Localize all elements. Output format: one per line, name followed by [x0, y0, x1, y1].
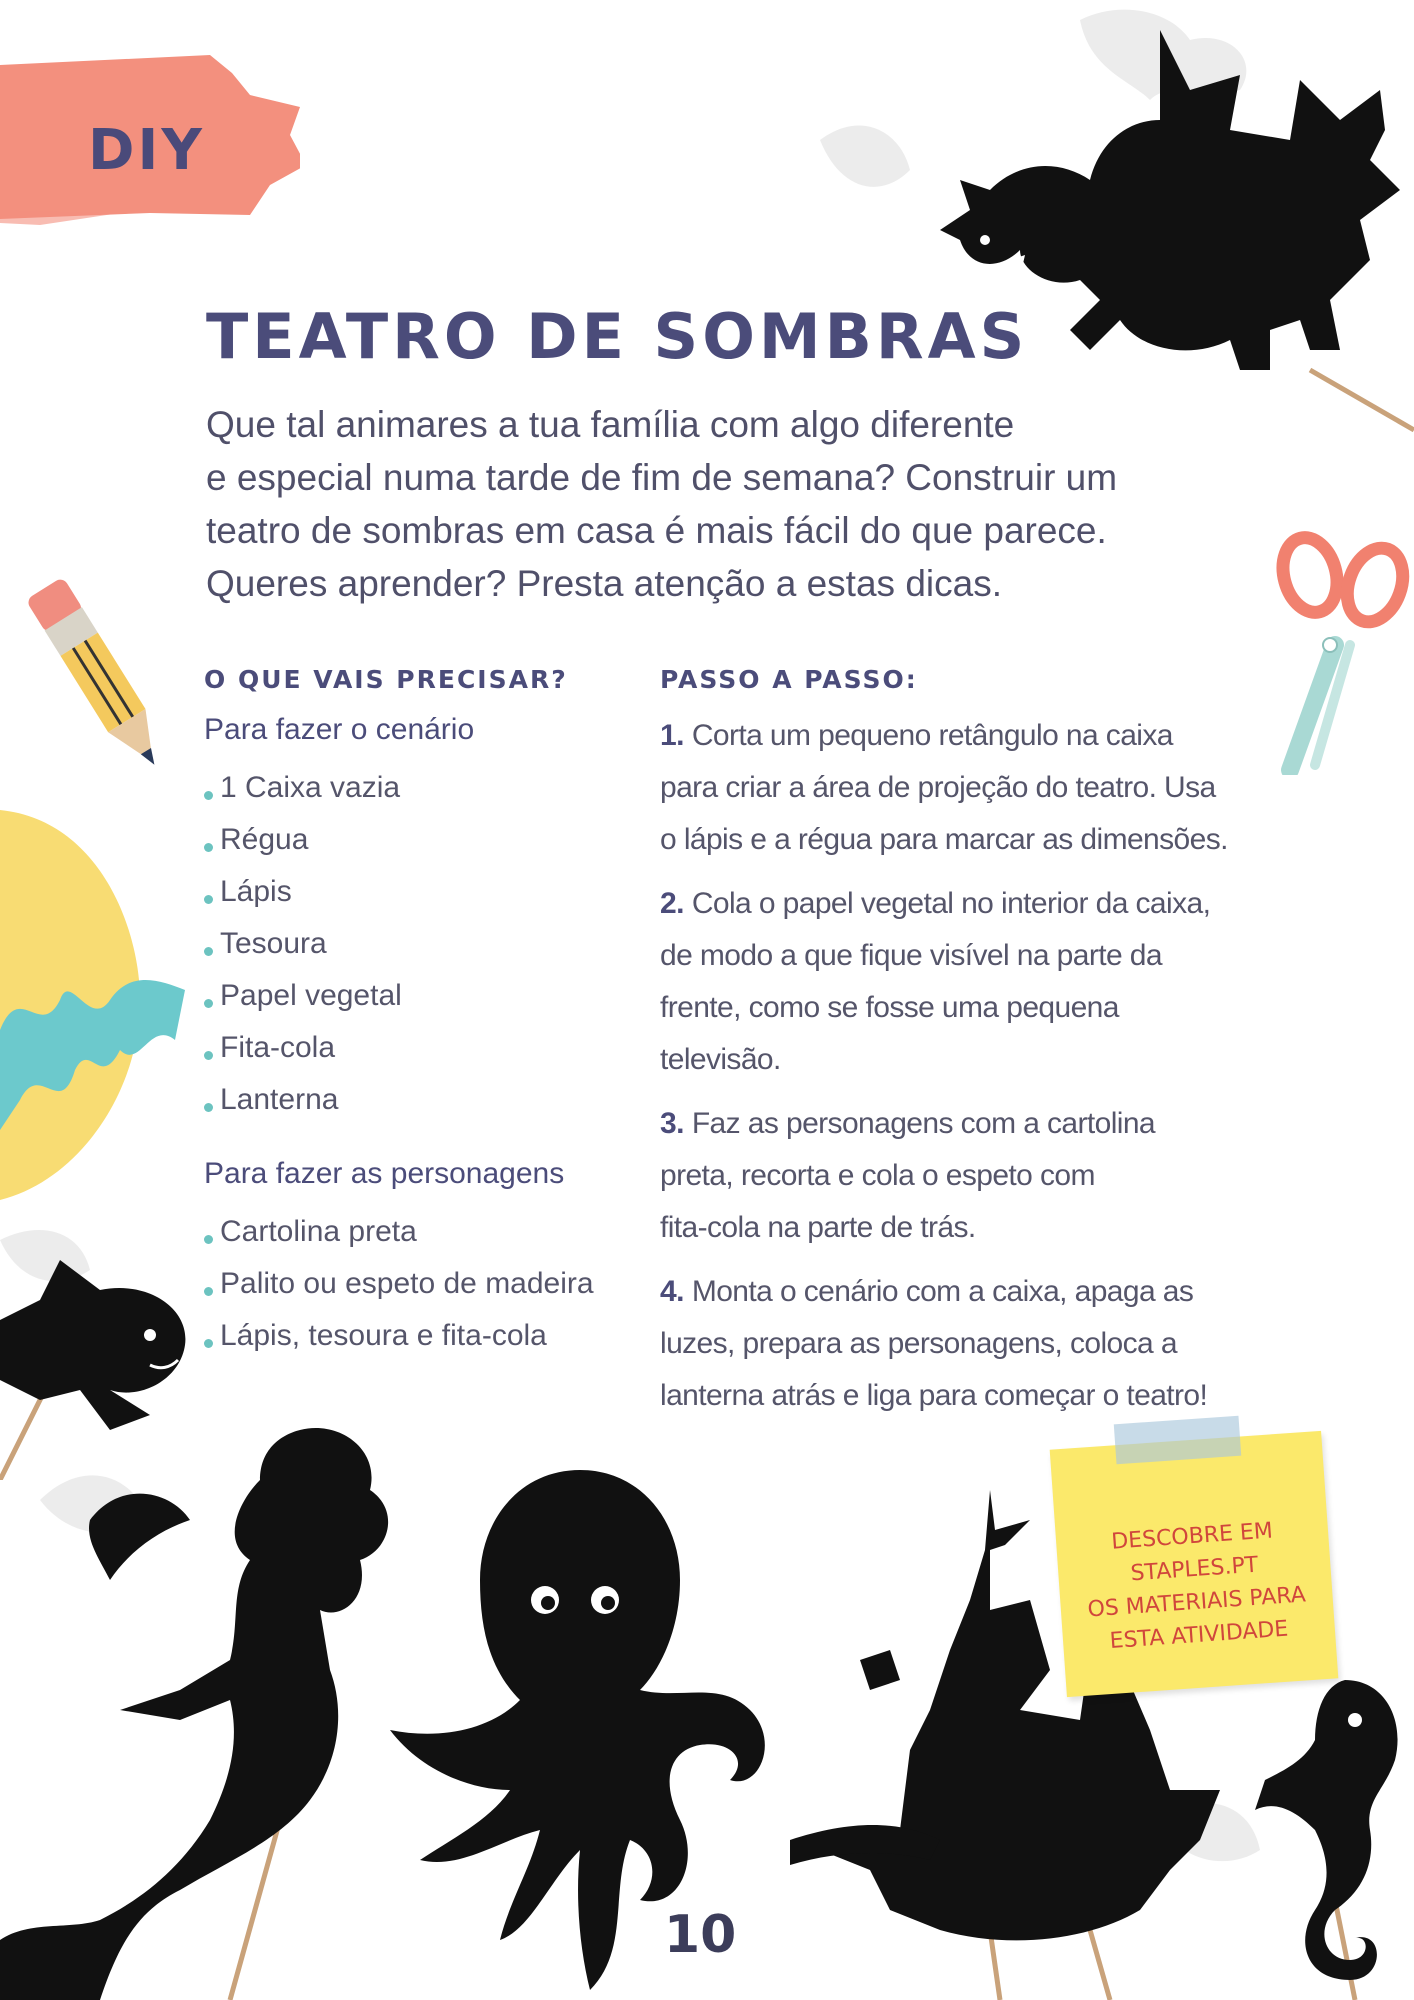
step-text-line: televisão.	[660, 1043, 781, 1076]
step-number: 4.	[660, 1275, 684, 1308]
intro-line: e especial numa tarde de fim de semana? Construir um	[206, 457, 1118, 498]
dragon-silhouette	[930, 20, 1414, 450]
intro-line: Que tal animares a tua família com algo diferente	[206, 404, 1015, 445]
page-title: TEATRO DE SOMBRAS	[206, 300, 1029, 373]
step-text-line: de modo a que fique visível na parte da	[660, 939, 1162, 972]
bullet-dot-icon	[204, 999, 213, 1008]
materials-heading: O QUE VAIS PRECISAR?	[204, 665, 568, 694]
step-item	[660, 878, 1280, 1086]
bullet-dot-icon	[204, 843, 213, 852]
mermaid-silhouette	[0, 1420, 420, 2000]
materials-list	[204, 762, 644, 1126]
intro-paragraph	[206, 398, 1206, 610]
step-text-line: Cola o papel vegetal no interior da caixa,	[691, 887, 1211, 920]
materials-group-title: Para fazer as personagens	[204, 1157, 565, 1190]
step-item	[660, 1266, 1280, 1422]
intro-line: Queres aprender? Presta atenção a estas dicas.	[206, 563, 1002, 604]
list-item: Lápis, tesoura e fita-cola	[204, 1310, 644, 1362]
diy-tag-label: DIY	[88, 118, 205, 183]
materials-section	[204, 665, 644, 1362]
step-number: 3.	[660, 1107, 684, 1140]
octopus-silhouette	[380, 1470, 800, 2000]
pencil-icon	[20, 570, 190, 790]
materials-list	[204, 1206, 644, 1362]
step-text-line: Corta um pequeno retângulo na caixa	[691, 719, 1173, 752]
step-text-line: Monta o cenário com a caixa, apaga as	[691, 1275, 1194, 1308]
step-text-line: lanterna atrás e liga para começar o teatro!	[660, 1379, 1208, 1412]
list-item: Palito ou espeto de madeira	[204, 1258, 644, 1310]
list-item: Fita-cola	[204, 1022, 644, 1074]
steps-heading: PASSO A PASSO:	[660, 665, 918, 694]
list-item: 1 Caixa vazia	[204, 762, 644, 814]
bullet-dot-icon	[204, 1103, 213, 1112]
intro-line: teatro de sombras em casa é mais fácil do que parece.	[206, 510, 1107, 551]
step-number: 2.	[660, 887, 684, 920]
list-item: Régua	[204, 814, 644, 866]
list-item: Lápis	[204, 866, 644, 918]
step-text-line: frente, como se fosse uma pequena	[660, 991, 1119, 1024]
sun-icon	[0, 800, 200, 1210]
sticky-note-line: ESTA ATIVIDADE	[1108, 1616, 1290, 1655]
list-item: Lanterna	[204, 1074, 644, 1126]
seahorse-silhouette	[1255, 1680, 1414, 2000]
materials-group-title: Para fazer o cenário	[204, 713, 475, 746]
sticky-note-line: DESCOBRE EM	[1110, 1518, 1274, 1555]
page-number: 10	[664, 1905, 737, 1965]
list-item: Papel vegetal	[204, 970, 644, 1022]
bullet-dot-icon	[204, 791, 213, 800]
list-item: Cartolina preta	[204, 1206, 644, 1258]
bullet-dot-icon	[204, 1051, 213, 1060]
step-text-line: luzes, prepara as personagens, coloca a	[660, 1327, 1177, 1360]
sticky-note-line: STAPLES.PT	[1129, 1552, 1260, 1587]
step-text-line: preta, recorta e cola o espeto com	[660, 1159, 1095, 1192]
sticky-note	[1050, 1431, 1339, 1697]
step-item	[660, 710, 1280, 866]
bullet-dot-icon	[204, 895, 213, 904]
bullet-dot-icon	[204, 1287, 213, 1296]
list-item: Tesoura	[204, 918, 644, 970]
step-item	[660, 1098, 1280, 1254]
bullet-dot-icon	[204, 947, 213, 956]
bullet-dot-icon	[204, 1235, 213, 1244]
scissors-icon	[1275, 515, 1414, 775]
step-text-line: para criar a área de projeção do teatro. Usa	[660, 771, 1216, 804]
step-text-line: fita-cola na parte de trás.	[660, 1211, 976, 1244]
step-number: 1.	[660, 719, 684, 752]
bullet-dot-icon	[204, 1339, 213, 1348]
step-text-line: Faz as personagens com a cartolina	[691, 1107, 1156, 1140]
step-text-line: o lápis e a régua para marcar as dimensões.	[660, 823, 1228, 856]
sticky-note-line: OS MATERIAIS PARA	[1086, 1582, 1307, 1623]
steps-section	[660, 665, 1280, 1434]
